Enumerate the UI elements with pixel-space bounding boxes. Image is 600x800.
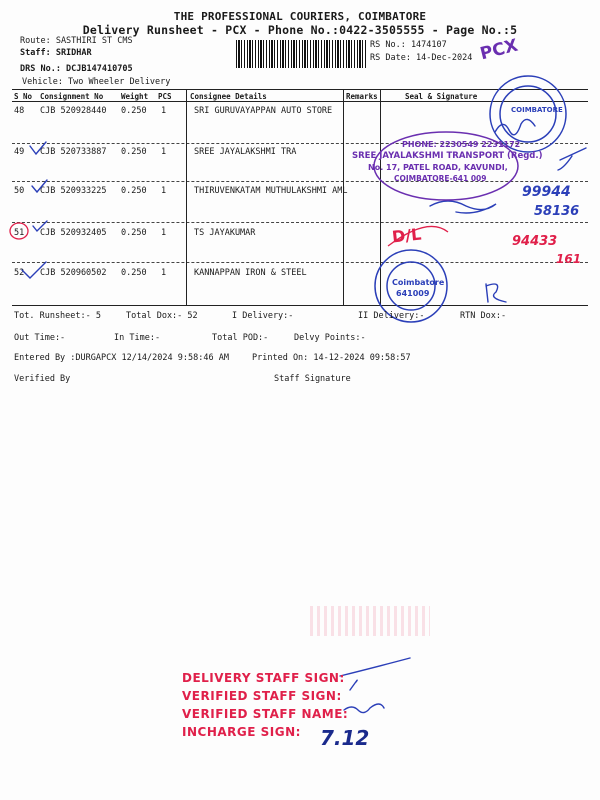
- column-header-seal: Seal & Signature: [405, 92, 478, 101]
- i-delivery: I Delivery:-: [232, 311, 294, 321]
- signature-icon: [344, 704, 384, 713]
- vehicle-label: Vehicle: Two Wheeler Delivery: [22, 77, 171, 87]
- tick-icon: [33, 221, 47, 231]
- row-consignment: CJB 520960502: [40, 268, 107, 278]
- row-sno: 51: [14, 228, 25, 238]
- signature-icon: [558, 148, 586, 170]
- circle-mark-icon: [10, 223, 28, 239]
- guruvayappan-stamp-city: COIMBATORE: [511, 106, 563, 114]
- column-header-consignment: Consignment No: [40, 92, 104, 101]
- row-consignee: TS JAYAKUMAR: [194, 228, 256, 238]
- out-time: Out Time:-: [14, 333, 66, 343]
- handwritten-incharge: 7.12: [320, 726, 370, 750]
- row-consignee: SRI GURUVAYAPPAN AUTO STORE: [194, 106, 333, 116]
- column-header-weight: Weight: [121, 92, 149, 101]
- jayalakshmi-stamp-city: COIMBATORE-641 009: [394, 174, 487, 183]
- row-consignment: CJB 520733887: [40, 147, 107, 157]
- runsheet-title: Delivery Runsheet - PCX - Phone No.:0422-3505555 - Page No.:5: [82, 23, 518, 37]
- signature-icon: [340, 658, 410, 690]
- staff-signature: Staff Signature: [274, 374, 351, 384]
- row-pcs: 1: [161, 106, 167, 116]
- total-dox: Total Dox:- 52: [126, 311, 198, 321]
- incharge-sign: INCHARGE SIGN:: [182, 725, 301, 739]
- row-consignment: CJB 520933225: [40, 186, 107, 196]
- total-runsheet: Tot. Runsheet:- 5: [14, 311, 101, 321]
- column-header-consignee: Consignee Details: [190, 92, 267, 101]
- handwritten-phone-note: 94433: [512, 234, 558, 249]
- verified-staff-sign: VERIFIED STAFF SIGN:: [182, 689, 342, 703]
- row-weight: 0.250: [121, 106, 147, 116]
- row-sno: 50: [14, 186, 25, 196]
- company-name: THE PROFESSIONAL COURIERS, COIMBATORE: [173, 10, 427, 23]
- route-label: Route: SASTHIRI ST CMS: [20, 36, 133, 46]
- handwritten-phone-note: 99944: [522, 184, 571, 200]
- drs-number: DRS No.: DCJB147410705: [20, 64, 133, 74]
- rs-date: RS Date: 14-Dec-2024: [370, 53, 473, 63]
- row-sno: 49: [14, 147, 25, 157]
- column-header-sno: S No: [14, 92, 33, 101]
- verified-staff-name: VERIFIED STAFF NAME:: [182, 707, 349, 721]
- column-header-remarks: Remarks: [346, 92, 378, 101]
- row-weight: 0.250: [121, 186, 147, 196]
- remark-dl: D/L: [391, 224, 423, 247]
- jayalakshmi-stamp-address: No. 17, PATEL ROAD, KAVUNDI,: [368, 163, 508, 172]
- column-header-pcs: PCS: [158, 92, 172, 101]
- row-weight: 0.250: [121, 147, 147, 157]
- tick-icon: [32, 180, 47, 192]
- rtn-dox: RTN Dox:-: [460, 311, 507, 321]
- kannappan-stamp-pin: 641009: [396, 289, 430, 298]
- rs-number: RS No.: 1474107: [370, 40, 447, 50]
- staff-label: Staff: SRIDHAR: [20, 48, 92, 58]
- delivery-staff-sign: DELIVERY STAFF SIGN:: [182, 671, 345, 685]
- row-pcs: 1: [161, 268, 167, 278]
- row-weight: 0.250: [121, 268, 147, 278]
- row-sno: 52: [14, 268, 25, 278]
- kannappan-stamp-city: Coimbatore: [392, 278, 445, 287]
- handwritten-phone-note: 161: [556, 252, 582, 266]
- jayalakshmi-stamp-name: SREE JAYALAKSHMI TRANSPORT (Regd.): [352, 151, 543, 161]
- pcx-brand-stamp: PCX: [478, 35, 520, 65]
- handwritten-phone-note: 58136: [534, 204, 580, 219]
- ii-delivery: II Delivery:-: [358, 311, 425, 321]
- row-pcs: 1: [161, 147, 167, 157]
- verified-by: Verified By: [14, 374, 71, 384]
- printed-on: Printed On: 14-12-2024 09:58:57: [252, 353, 411, 363]
- tick-icon: [22, 262, 46, 278]
- row-consignment: CJB 520932405: [40, 228, 107, 238]
- row-consignee: SREE JAYALAKSHMI TRA: [194, 147, 297, 157]
- row-weight: 0.250: [121, 228, 147, 238]
- jayalakshmi-stamp-phone: PHONE: 2230549 2231172: [402, 140, 521, 149]
- row-sno: 48: [14, 106, 25, 116]
- entered-by: Entered By :DURGAPCX 12/14/2024 9:58:46 AM: [14, 353, 229, 363]
- row-consignment: CJB 520928440: [40, 106, 107, 116]
- row-consignee: KANNAPPAN IRON & STEEL: [194, 268, 307, 278]
- signature-icon: [486, 284, 506, 302]
- delivery-points: Delvy Points:-: [294, 333, 366, 343]
- total-pod: Total POD:-: [212, 333, 269, 343]
- tick-icon: [30, 142, 46, 154]
- in-time: In Time:-: [114, 333, 161, 343]
- scribble-icon: [430, 201, 496, 213]
- row-pcs: 1: [161, 228, 167, 238]
- row-consignee: THIRUVENKATAM MUTHULAKSHMI AML: [194, 186, 348, 196]
- row-pcs: 1: [161, 186, 167, 196]
- faint-impression-icon: [310, 606, 430, 636]
